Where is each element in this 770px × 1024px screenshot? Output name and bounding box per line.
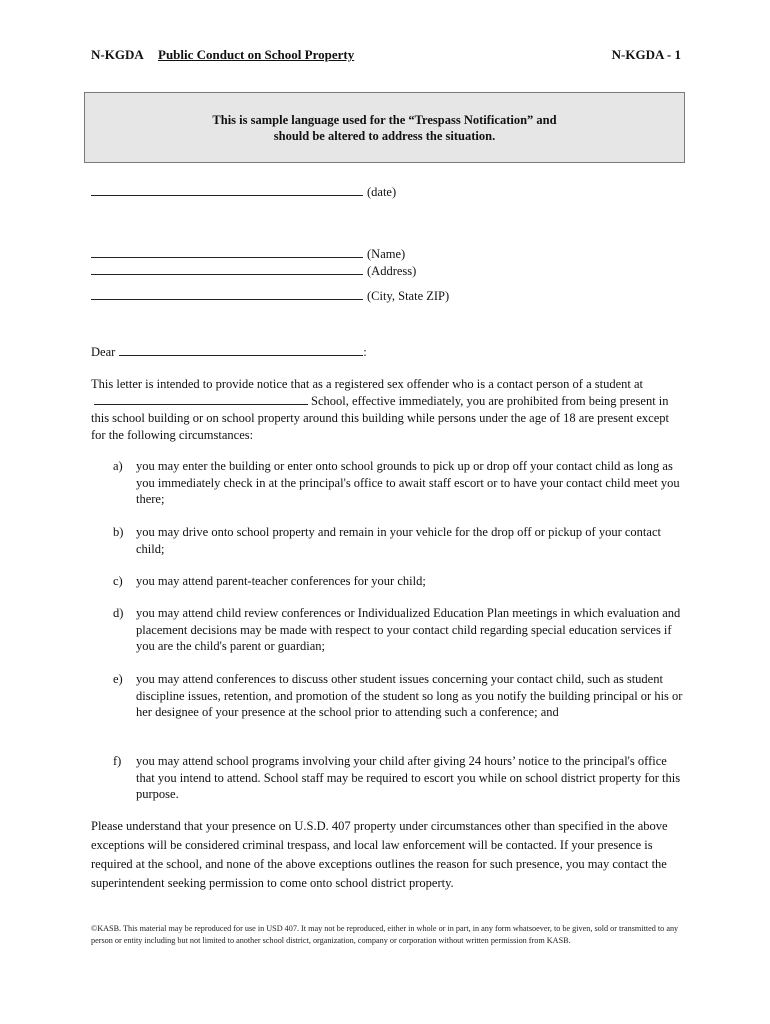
exception-item-e <box>113 671 683 721</box>
intro-part-1: This letter is intended to provide notice that as a registered sex offender who is a contact person of a student at <box>91 377 644 391</box>
closing-paragraph: Please understand that your presence on U.S.D. 407 property under circumstances other than specified in the above exceptions will be considered criminal trespass, and local law enforcement will be contacted. If your presence is required at the school, and none of the above exceptions outlines the reason for such presence, you may contact the superintendent seeking permission to come onto school district property. <box>91 819 668 890</box>
item-marker: c) <box>113 574 123 588</box>
address-label: (Address) <box>367 264 417 278</box>
item-text: you may attend parent-teacher conferences for your child; <box>136 574 426 588</box>
item-text: you may attend school programs involving your child after giving 24 hours’ notice to the principal's office that you intend to attend. School staff may be required to escort you while on school district property for this purpose. <box>136 754 681 801</box>
copyright-footer: ©KASB. This material may be reproduced for use in USD 407. It may not be reproduced, either in whole or in part, in any form whatsoever, to be given, sold or transmitted to any person or entity including but not limited to another school district, organization, company or corporation without written permission from KASB. <box>91 924 679 945</box>
sample-language-notice <box>84 92 685 163</box>
item-marker: e) <box>113 672 123 686</box>
notice-line-2: should be altered to address the situation. <box>273 128 496 143</box>
salutation <box>91 343 367 360</box>
item-text: you may drive onto school property and remain in your vehicle for the drop off or pickup of your contact child; <box>136 525 661 556</box>
city-blank <box>91 287 363 300</box>
exception-item-b <box>113 524 683 557</box>
address-field <box>91 262 416 279</box>
page-number: N-KGDA - 1 <box>611 47 681 62</box>
city-label: (City, State ZIP) <box>367 289 450 303</box>
item-marker: a) <box>113 459 123 473</box>
item-marker: f) <box>113 754 122 768</box>
salutation-colon: : <box>363 345 367 359</box>
exception-item-c <box>113 573 683 590</box>
exception-item-a <box>113 458 683 508</box>
intro-part-2: School, effective immediately, you are prohibited from being present in this school building or on school property around this building while persons under the age of 18 are present except for the following circumstances: <box>91 394 669 442</box>
intro-paragraph <box>91 376 681 444</box>
exception-item-d <box>113 605 683 655</box>
notice-line-1: This is sample language used for the “Trespass Notification” and <box>212 112 557 127</box>
item-text: you may attend child review conferences or Individualized Education Plan meetings in which evaluation and placement decisions may be made with respect to your contact child regarding special education services if you are the child's parent or guardian; <box>136 606 681 653</box>
item-text: you may attend conferences to discuss other student issues concerning your contact child, such as student discipline issues, retention, and promotion of the student so long as you notify the building principal or his or her designee of your presence at the school prior to attending such a conference; and <box>136 672 683 719</box>
item-marker: d) <box>113 606 124 620</box>
name-label: (Name) <box>367 247 406 261</box>
item-text: you may enter the building or enter onto school grounds to pick up or drop off your contact child as long as you immediately check in at the principal's office to await staff escort or to have your contact child meet you there; <box>136 459 680 506</box>
address-blank <box>91 262 363 275</box>
policy-title: Public Conduct on School Property <box>158 47 355 62</box>
item-marker: b) <box>113 525 124 539</box>
salutation-dear: Dear <box>91 345 116 359</box>
name-blank <box>91 245 363 258</box>
policy-code: N-KGDA <box>91 47 144 62</box>
salutation-blank <box>119 343 363 356</box>
exception-item-f <box>113 753 683 803</box>
date-blank <box>91 183 363 196</box>
school-name-blank <box>94 393 308 405</box>
date-field <box>91 183 396 200</box>
page-header <box>91 47 681 65</box>
city-field <box>91 287 449 304</box>
name-field <box>91 245 405 262</box>
date-label: (date) <box>367 185 397 199</box>
